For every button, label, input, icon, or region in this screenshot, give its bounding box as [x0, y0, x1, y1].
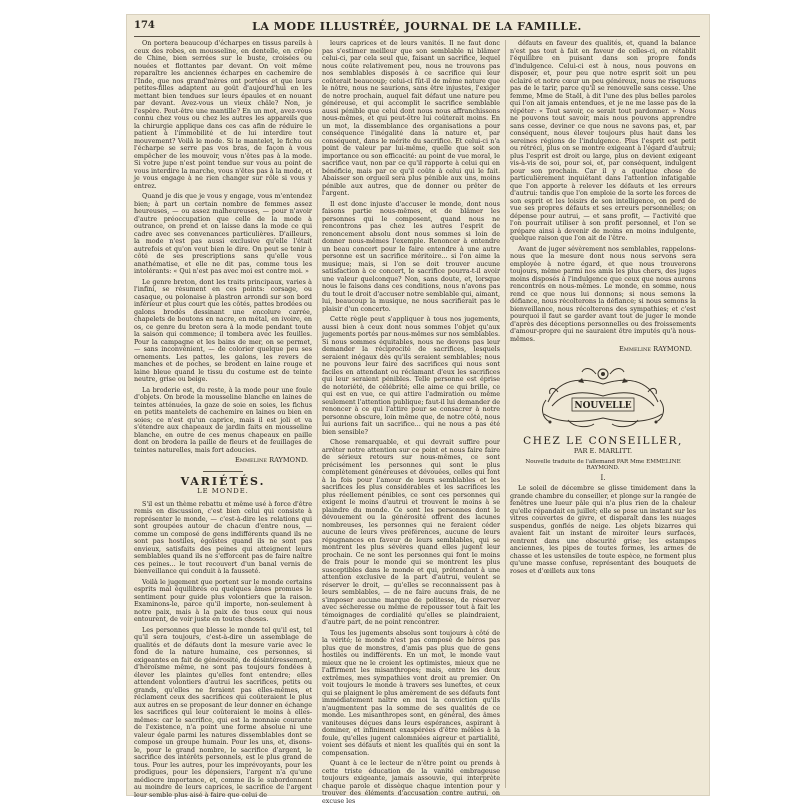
paragraph: Quant à ce le lecteur de n'être point ou prends à cette triste éducation de la vanité embrageuse toujours exigeante, jamais assouvie, qui interprète chaque parole et dissèque chaque intention pour y trouver des éléments d'accusation contre autrui, on excuse les: [322, 759, 500, 805]
paragraph: Il est donc injuste d'accuser le monde, dont nous faisons partie nous-mêmes, et de blâmer les personnes qui le composent, quand nous ne rencontrons pas chez les autres l'esprit de renoncement absolu dont nous sommes si loin de donner nous-mêmes l'exemple. Renoncer à entendre un beau concert pour le faire entendre à une autre personne est un sacrifice méritoire... si l'on aime la musique; mais, si l'on se doit trouver aucune satisfaction à ce concert, le sacrifice pourra-t-il avoir une valeur quelconque? Non, sans doute, et, lorsque nous le faisons dans ces conditions, nous n'avons pas du tout le droit d'accuser notre semblable qui, aimant, lui, beaucoup la musique, ne nous sacrifierait pas le plaisir d'un concerto.: [322, 199, 500, 313]
author-signature: Emmeline RAYMOND.: [618, 345, 692, 353]
header-rule: [134, 36, 700, 37]
paragraph: Le genre breton, dont les traits principaux, varies à l'infini, se résument en ces points: corsage, ou casaque, ou polonaise à plastron arrondi sur son bord inférieur et plus court que les côtés, pattes brodées ou galons brodés dessinant une encolure carrée, chapelets de boutons en nacre, en métal, en ivoire, en os, ce genre du breton sera à la mode pendant toute la saison qui commence; il tombera avec les feuilles. Pour la campagne et les bains de mer, on se permet, — sans inconvénient, — de colorier quelque peu ses ornements. Les pattes, les galons, les revers de manches et de poches, se brodent en laine rouge et laine bleue quand le tissu du costume est de teinte neutre, grise ou beige.: [134, 277, 312, 383]
paragraph: S'il est un thème rebattu et même usé à force d'être remis en discussion, c'est bien celui qui consiste à représenter le monde, — c'est-à-dire les relations qui sont groupées autour de chacun d'entre nous, — comme un composé de gens indifférents quand ils ne sont pas hostiles, égoïstes quand ils ne sont pas envieux, satisfaits des peines qui atteignent leurs semblables quand ils ne s'efforcent pas de faire naître ces peines... le tout recouvert d'un banal vernis de bienveillance qui conduit à la fausseté.: [134, 499, 312, 575]
paragraph: On portera beaucoup d'écharpes en tissus pareils à ceux des robes, en mousseline, en dentelle, en crêpe de Chine, bien serrées sur le buste, croisées ou nouées et flottantes par devant. On voit même reparaître les anciennes écharpes en cachemire de l'Inde, que nos grand'mères ont portées et que leurs petites-filles adaptent au goût d'aujourd'hui en les mettant bien tendues sur leurs épaules et en nouant par devant. Avez-vous un vieux châle? Non, je l'espère. Peut-être une mantille? En un mot, avez-vous connu chez vous ou chez les autres les appareils que la chirurgie applique dans ces cas afin de réduire le patient à l'immobilité et de lui interdire tout mouvement? Voilà le mode. Si le mantelet, le fichu ou l'écharpe se serre pas vos bras, de façon à vous empêcher de les mouvoir, vous n'êtes pas à la mode. Si votre jupe n'est point tendue sur vous au point de vous interdire la marche, vous n'êtes pas à la mode, et je vous engage à ne rien changer sur rôle si vous y entrez.: [134, 39, 312, 190]
chapter-number: I.: [600, 473, 606, 482]
column-1: [134, 39, 312, 799]
section-subtitle: LE MONDE.: [197, 487, 249, 495]
nouvelle-ornament: [538, 362, 668, 432]
paragraph: Cette règle peut s'appliquer à tous nos jugements, aussi bien à ceux dont nous sommes l'objet qu'aux jugements portés par nous-mêmes sur nos semblables. Si nous sommes équitables, nous ne devons pas leur demander la réciprocité de sacrifices, lesquels seraient inégaux dès qu'ils seraient semblables; nous ne pouvons leur faire des sacrifices qui nous sont faciles en attendant ou réclamant d'eux les sacrifices qui leur seraient pénibles. Telle personne est éprise de notoriété, de célébrité; elle aime ce qui brille, ce qui est en vue, ce qui attire l'admiration ou même seulement l'attention publique; faut-il lui demander de renoncer à ce qui l'attire pour se consacrer à notre personne obscure, loin même que, de notre côté, nous lui aurions fait un sacrifice... qui ne nous a pas été bien sensible?: [322, 315, 501, 436]
paragraph: La broderie est, du reste, à la mode pour une foule d'objets. On brode la mousseline blanche en laines de teintes atténuées, la gaze de soie en soies, les fichus en petits mantelets de cachemire en laines ou bien en soies; ce n'est qu'un caprice, mais il est joli et va s'étendre aux chapeaux de jardin faits en mousseline blanche, en outre de ces menus chapeaux en paille dont on brodera la paille de fleurs et de feuillages de teintes naturelles, mais fort adoucies.: [134, 385, 312, 454]
story-author: PAR E. MARLITT.: [573, 447, 633, 455]
story-title: CHEZ LE CONSEILLER,: [523, 434, 683, 447]
column-divider: [505, 40, 506, 788]
paragraph: leurs caprices et de leurs vanités. Il ne faut donc pas s'estimer meilleur que son semblable ni blâmer celui-ci, par cela seul que, faisant un sacrifice, lequel nous coûte relativement peu, nous ne trouvons pas nos semblables disposés à ce sacrifice qui leur coûterait beaucoup; celui-ci fût-il de même nature que le nôtre, nous ne saurions, sans être injustes, l'exiger de notre prochain, auquel fait défaut une nature peu généreuse, et qui accomplit le sacrifice semblable aussi pénible que celui dont nous nous affranchissons nous-mêmes, et qui peut-être lui coûterait moins. En un mot, la dissemblance des organisations a pour conséquence l'inégalité dans la nature et, par conséquent, dans le mérite du sacrifice. Et celui-ci n'a point de valeur par lui-même, quelle que soit son importance ou son efficacité: au point de vue moral, le sacrifice vaut, non par ce qu'il rapporte à celui qui en bénéficie, mais par ce qu'il coûte à celui qui le fait. Abaisser son orgueil sera plus pénible aux uns, moins pénible aux autres, que de donner ou prêter de l'argent.: [322, 39, 500, 197]
column-2: [322, 39, 501, 805]
page-header: [134, 20, 700, 34]
section-title: VARIÉTÉS.: [180, 474, 266, 488]
paragraph: Voilà le jugement que portent sur le monde certains esprits mal équilibrés ou quelques âmes promues le sentiment pour guide plus volontiers que la raison. Examinons-le, parce qu'il importe, non-seulement à notre paix, mais à la paix de tous ceux qui nous entourent, de voir juste en toutes choses.: [134, 577, 312, 623]
page-number: 174: [134, 20, 155, 31]
paragraph: Le soleil de décembre se glisse timidement dans la grande chambre du conseiller, et plonge sur la rangée de fenêtres une lueur pâle qui n'a plus rien de la chaleur qu'elle répandait en juillet; elle se pose un instant sur les vitres couvertes de givre, et disparaît dans les nuages suspendus, gonflés de neige. Les objets bizarres qui avaient fait un instant de miroiter leurs surfaces, rentrent dans une obscurité grise; les estampes anciennes, les pipes de toutes formes, les armes de chasse et les ustensiles de toute espèce, ne forment plus qu'une masse confuse, représentant des bouquets de roses et d'œillets aux tons: [510, 484, 696, 575]
ornament-label: NOUVELLE: [574, 400, 632, 411]
author-signature: Emmeline RAYMOND.: [234, 456, 308, 464]
section-rule: [203, 471, 243, 472]
running-title: LA MODE ILLUSTRÉE, JOURNAL DE LA FAMILLE.: [252, 20, 582, 33]
paragraph: Les personnes que blesse le monde tel qu'il est, tel qu'il sera toujours, c'est-à-dire un assemblage de qualités et de défauts dont la mesure varie avec le fond de la nature humaine, ces personnes, si exigeantes en fait de générosité, de désintéressement, d'héroïsme même, ne sont pas toujours fondées à élever les plaintes qu'elles font entendre; elles attendent volontiers d'autrui les sacrifices, petits ou grands, qu'elles ne feraient pas elles-mêmes, et réclament ceux des sacrifices qui coûteraient le plus aux autres en se proposant de leur donner en échange les sacrifices qui leur coûteraient le moins à elles-mêmes: car le sacrifice, qui est la monnaie courante de l'existence, n'a point une forme absolue ni une valeur égale parmi les natures dissemblables dont se compose un groupe humain. Pour les uns, et, disons-le, pour le grand nombre, le sacrifice d'argent, le sacrifice des intérêts personnels, est le plus grand de tous. Pour les autres, pour les imprévoyants, pour les prodigues, pour les dépensiers, l'argent n'a qu'une médiocre importance, et, comme ils le subordonnent au moindre de leurs caprices, le sacrifice de l'argent leur semble plus aisé à faire que celui de: [134, 625, 312, 799]
column-3: [510, 40, 696, 790]
story-translation-note: Nouvelle traduite de l'allemand PAR Mme EMMELINE RAYMOND.: [525, 458, 681, 471]
paragraph: Chose remarquable, et qui devrait suffire pour arrêter notre attention sur ce point et nous faire faire de sérieux retours sur nous-mêmes, ce sont précisément les personnes qui sont le plus complètement généreuses et dévouées, celles qui font à la fois pour l'amour de leurs semblables et les sacrifices les plus considérables et les sacrifices les plus réellement pénibles, ce sont ces personnes qui exigent le moins d'autrui et trouvent le moins à se plaindre du monde. Ce sont les personnes dont le dévouement ou la générosité offrent des lacunes nombreuses, les personnes qui ne feraient céder aucune de leurs vives préférences, aucune de leurs répugnances en faveur de leurs semblables, qui se montrent les plus sévères quand elles jugent leur prochain. Ce ne sont les personnes qui font le moins de frais pour le monde qui se montrent les plus susceptibles dans le monde et qui, prétendant à une attention exclusive de la part d'autrui, veulent se réserver le droit, — qu'elles se reconnaissent pas à leurs semblables, — de ne faire aucuns frais, de ne s'imposer aucune marque de politesse, de réserver avec sécheresse ou même de repousser tout à fait les témoignages de cordialité qu'elles se plaindraient, d'autre part, de ne point rencontrer.: [322, 438, 500, 626]
paragraph: Avant de juger sévèrement nos semblables, rappelons-nous que la mesure dont nous nous servons sera employée à notre égard, et que nous trouverons toujours, même parmi nos amis les plus chers, des juges moins disposés à l'indulgence que ceux que nous aurons rencontrés en nous-mêmes. Le monde, en somme, nous rend ce que nous lui donnons; si nous semons la défiance, nous récolterons la défiance; si nous semons la bienveillance, nous récolterons des sympathies; et c'est pourquoi il faut se garder avant tout de juger le monde d'après des déceptions personnelles ou des froissements d'amour-propre qui ne sauraient être imputés qu'à nous-mêmes.: [510, 244, 696, 343]
paragraph: défauts en faveur des qualités, et, quand la balance n'est pas tout à fait en faveur de celles-ci, on rétablit l'équilibre en puisant dans son propre fonds d'indulgence. Celui-ci est à nous, nous pouvons en disposer, et, pour peu que notre esprit soit un peu éclairé et notre cœur un peu généreux, nous ne risquons pas de le tarir, parce qu'il se renouvelle sans cesse. Une femme, Mme de Staël, à dit l'une des plus belles paroles qui l'on ait jamais entendues, et je ne me lasse pas de la répéter: « Tout savoir, ce serait tout pardonner. » Nous ne pouvons tout savoir, mais nous pouvons apprendre sans cesse, deviner ce que nous ne savons pas, et, par conséquent, nous élever toujours plus haut dans les sereines régions de l'indulgence. Plus l'esprit est petit ou rétréci, plus on se montre exigeant à l'égard d'autrui; plus l'esprit est droit ou large, plus on devient exigeant vis-à-vis de soi, pour soi, et, par conséquent, indulgent pour son prochain. Car il y a quelque chose de particulièrement inquiétant dans l'attention infatigable que l'on apporte à relever les défauts et les erreurs d'autrui: tandis que l'on emploie de la sorte les forces de son esprit et les loisirs de son intelligence, on perd de vue ses propres défauts et ses erreurs personnelles; on dépense pour autrui, — et sans profit, — l'activité que l'on pourrait utiliser à son profit personnel, et l'on se prépare ainsi à devenir de moins en moins indulgente, quelque raison que l'on ait de l'être.: [510, 39, 696, 242]
column-divider: [317, 40, 318, 788]
paragraph: Quand je dis que je vous y engage, vous m'entendez bien; à part un certain nombre de femmes assez heureuses, — ou assez malheureuses, — pour n'avoir d'autre préoccupation que celle de la mode à outrance, on prend et on laisse dans la mode ce qui cadre avec ses convenances particulières. D'ailleurs, la mode n'est pas aussi exclusive qu'elle l'était autrefois et qu'on veut bien le dire. On peut se tenir à côté de ses prescriptions sans qu'elle vous anathématise, et elle ne dit pas, comme tous les intolérants: « Qui n'est pas avec moi est contre moi. »: [134, 192, 312, 275]
paragraph: Tous les jugements absolus sont toujours à côté de la vérité; le monde n'est pas composé de héros pas plus que de monstres, d'amis pas plus que de gens hostiles ou indifférents. En un mot, le monde vaut mieux que ne le croient les optimistes, mieux que ne l'affirment les misanthropes; mais, entre les deux extrêmes, mes sympathies vont droit au premier. On voit toujours le monde à travers ses lunettes, et ceux qui se plaignent le plus amèrement de ses défauts font immédiatement naître en moi la conviction qu'ils n'augmentent pas la somme de ses qualités de ce monde. Les misanthropes sont, en général, des âmes vaniteuses déçues dans leurs espérances, aspirant à dominer, et infiniment exaspérées d'être mêlées à la foule, qu'elles jugent calomniées aigreur et partialité, voient ses défauts et nient les qualités qui en sont la compensation.: [322, 628, 500, 757]
newspaper-page: [126, 14, 710, 805]
